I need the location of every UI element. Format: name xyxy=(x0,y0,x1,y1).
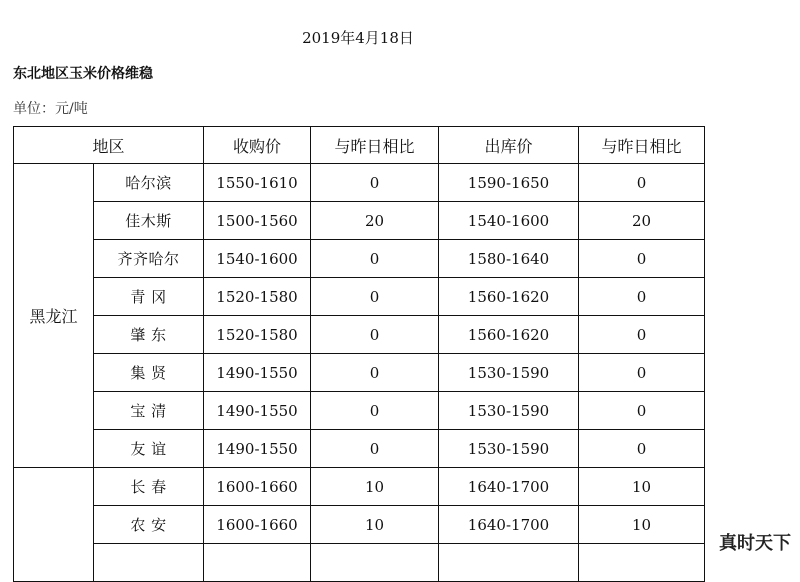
buy-price-cell: 1500-1560 xyxy=(204,202,311,240)
unit-label: 单位：元/吨 xyxy=(13,101,88,117)
table-row xyxy=(14,506,705,544)
table-row xyxy=(14,392,705,430)
buy-change-cell: 0 xyxy=(311,316,439,354)
city-cell: 宝 清 xyxy=(94,392,204,430)
province-cell xyxy=(14,468,94,582)
document-date: 2019年4月18日 xyxy=(302,29,414,47)
province-cell: 黑龙江 xyxy=(14,164,94,468)
out-price-cell: 1640-1700 xyxy=(439,468,579,506)
out-change-cell: 0 xyxy=(579,316,705,354)
out-change-cell: 10 xyxy=(579,468,705,506)
out-change-cell: 0 xyxy=(579,392,705,430)
city-cell: 长 春 xyxy=(94,468,204,506)
out-change-cell: 10 xyxy=(579,506,705,544)
buy-change-cell: 0 xyxy=(311,278,439,316)
out-change-cell xyxy=(579,544,705,582)
header-buy-price: 收购价 xyxy=(204,127,311,164)
table-row xyxy=(14,164,705,202)
table-row xyxy=(14,468,705,506)
out-price-cell: 1540-1600 xyxy=(439,202,579,240)
city-cell: 哈尔滨 xyxy=(94,164,204,202)
out-price-cell: 1590-1650 xyxy=(439,164,579,202)
buy-change-cell: 10 xyxy=(311,468,439,506)
city-cell: 友 谊 xyxy=(94,430,204,468)
table-row xyxy=(14,316,705,354)
out-change-cell: 0 xyxy=(579,354,705,392)
out-change-cell: 0 xyxy=(579,430,705,468)
header-region: 地区 xyxy=(14,127,204,164)
table-row xyxy=(14,278,705,316)
table-row-cut-off xyxy=(14,544,705,582)
buy-price-cell: 1490-1550 xyxy=(204,392,311,430)
out-price-cell: 1580-1640 xyxy=(439,240,579,278)
out-price-cell: 1530-1590 xyxy=(439,392,579,430)
buy-change-cell: 0 xyxy=(311,354,439,392)
buy-price-cell: 1540-1600 xyxy=(204,240,311,278)
city-cell: 集 贤 xyxy=(94,354,204,392)
out-change-cell: 20 xyxy=(579,202,705,240)
buy-price-cell: 1490-1550 xyxy=(204,430,311,468)
out-price-cell: 1560-1620 xyxy=(439,316,579,354)
buy-change-cell: 0 xyxy=(311,430,439,468)
city-cell: 齐齐哈尔 xyxy=(94,240,204,278)
city-cell xyxy=(94,544,204,582)
table-row xyxy=(14,240,705,278)
header-out-change: 与昨日相比 xyxy=(579,127,705,164)
header-buy-change: 与昨日相比 xyxy=(311,127,439,164)
buy-change-cell: 0 xyxy=(311,240,439,278)
buy-price-cell: 1490-1550 xyxy=(204,354,311,392)
city-cell: 青 冈 xyxy=(94,278,204,316)
table-row xyxy=(14,430,705,468)
buy-change-cell: 0 xyxy=(311,392,439,430)
out-change-cell: 0 xyxy=(579,278,705,316)
buy-change-cell: 20 xyxy=(311,202,439,240)
buy-price-cell xyxy=(204,544,311,582)
buy-price-cell: 1600-1660 xyxy=(204,468,311,506)
buy-change-cell: 10 xyxy=(311,506,439,544)
city-cell: 农 安 xyxy=(94,506,204,544)
table-header-row xyxy=(14,127,705,164)
out-price-cell xyxy=(439,544,579,582)
document-title: 东北地区玉米价格维稳 xyxy=(13,66,153,82)
corn-price-table xyxy=(13,126,705,582)
out-change-cell: 0 xyxy=(579,164,705,202)
table-row xyxy=(14,202,705,240)
buy-price-cell: 1520-1580 xyxy=(204,316,311,354)
table-row xyxy=(14,354,705,392)
city-cell: 佳木斯 xyxy=(94,202,204,240)
buy-price-cell: 1550-1610 xyxy=(204,164,311,202)
header-out-price: 出库价 xyxy=(439,127,579,164)
watermark: 真时天下 xyxy=(716,528,794,556)
out-price-cell: 1640-1700 xyxy=(439,506,579,544)
buy-change-cell xyxy=(311,544,439,582)
buy-price-cell: 1600-1660 xyxy=(204,506,311,544)
buy-change-cell: 0 xyxy=(311,164,439,202)
out-price-cell: 1530-1590 xyxy=(439,430,579,468)
out-price-cell: 1560-1620 xyxy=(439,278,579,316)
city-cell: 肇 东 xyxy=(94,316,204,354)
out-change-cell: 0 xyxy=(579,240,705,278)
buy-price-cell: 1520-1580 xyxy=(204,278,311,316)
out-price-cell: 1530-1590 xyxy=(439,354,579,392)
